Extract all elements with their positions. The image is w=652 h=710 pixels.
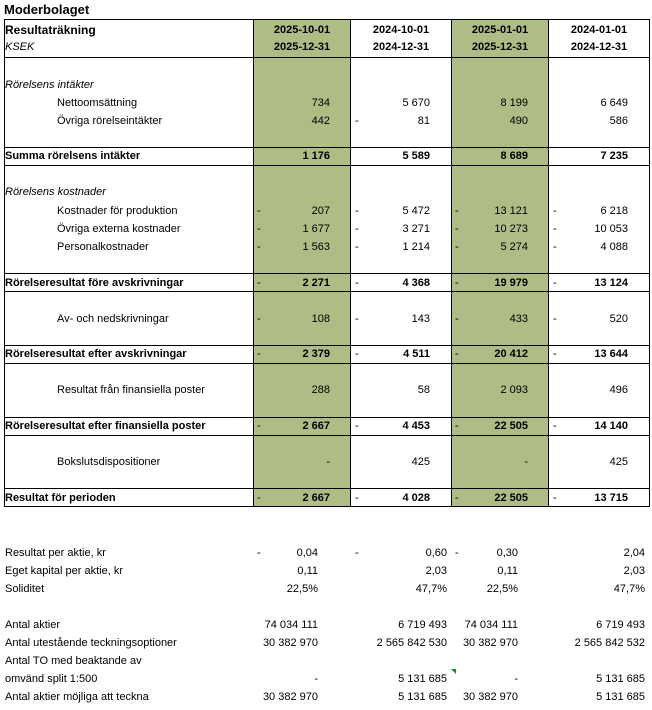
border-summa-top [4, 147, 650, 148]
cell-value: 22 505 [494, 492, 528, 504]
key-figure-value: 30 382 970 [262, 691, 318, 703]
key-figure-value: 2 565 842 530 [376, 637, 447, 649]
cell-value: 2 667 [302, 492, 330, 504]
minus-sign: - [455, 277, 459, 289]
minus-sign: - [355, 205, 359, 217]
cell-value: 425 [411, 456, 430, 468]
minus-sign: - [355, 115, 359, 127]
minus-sign: - [257, 313, 261, 325]
col-border-0 [4, 19, 5, 507]
period-4-to: 2024-12-31 [570, 41, 628, 53]
cell-value: 5 670 [402, 97, 430, 109]
minus-sign: - [355, 223, 359, 235]
minus-sign: - [455, 420, 459, 432]
minus-sign: - [355, 492, 359, 504]
cell-value: 8 199 [500, 97, 528, 109]
cell-value: 207 [311, 205, 330, 217]
section-costs-label: Rörelsens kostnader [5, 186, 106, 198]
key-figure-label: Antal utestående teckningsoptioner [5, 637, 177, 649]
minus-sign: - [455, 223, 459, 235]
cell-value: 2 271 [302, 277, 330, 289]
row-label: Övriga externa kostnader [57, 223, 181, 235]
cell-value: 2 093 [500, 384, 528, 396]
minus-sign: - [355, 348, 359, 360]
minus-sign: - [455, 547, 459, 559]
minus-sign: - [257, 223, 261, 235]
row-label: Nettoomsättning [57, 97, 138, 109]
key-figure-value: 0,60 [425, 547, 447, 559]
key-figure-value: 0,30 [496, 547, 518, 559]
minus-sign: - [553, 277, 557, 289]
header-bottom-border [4, 57, 650, 58]
minus-sign: - [455, 205, 459, 217]
cell-value: 2 667 [302, 420, 330, 432]
key-figure-value: 22,5% [486, 583, 518, 595]
cell-value: 143 [411, 313, 430, 325]
cell-value: 4 028 [402, 492, 430, 504]
cell-value: 433 [509, 313, 528, 325]
minus-sign: - [553, 348, 557, 360]
key-figure-value: 6 719 493 [596, 619, 645, 631]
minus-sign: - [455, 313, 459, 325]
cell-value: 425 [609, 456, 628, 468]
row-label: Resultat för perioden [5, 492, 116, 504]
cell-value: 10 053 [594, 223, 628, 235]
period-4-from: 2024-01-01 [570, 24, 628, 36]
row-label: Personalkostnader [57, 241, 149, 253]
cell-value: 13 124 [594, 277, 628, 289]
border-ebit-bottom [4, 363, 650, 364]
period-3-from: 2025-01-01 [471, 24, 529, 36]
minus-sign: - [257, 420, 261, 432]
cell-value: 58 [417, 384, 430, 396]
cell-value: 5 589 [402, 150, 430, 162]
key-figure-value: 47,7% [613, 583, 645, 595]
cell-value: 3 271 [402, 223, 430, 235]
key-figure-value: 0,11 [297, 565, 318, 577]
table-title: Resultaträkning [5, 23, 96, 37]
cell-value: - [326, 456, 330, 468]
cell-value: 734 [311, 97, 330, 109]
cell-value: 4 453 [402, 420, 430, 432]
cell-value: 7 235 [600, 150, 628, 162]
row-label: Resultat från finansiella poster [57, 384, 205, 396]
cell-value: 1 176 [302, 150, 330, 162]
border-ebitda-top [4, 273, 650, 274]
row-label: Övriga rörelseintäkter [57, 115, 163, 127]
key-figure-value: 0,11 [497, 565, 518, 577]
unit-label: KSEK [5, 41, 35, 53]
minus-sign: - [257, 277, 261, 289]
key-figure-value: 5 131 685 [596, 673, 645, 685]
minus-sign: - [355, 420, 359, 432]
key-figure-value: 2,03 [425, 565, 447, 577]
row-label: Av- och nedskrivningar [57, 313, 169, 325]
minus-sign: - [257, 547, 261, 559]
cell-value: 19 979 [494, 277, 528, 289]
cell-value: 1 214 [402, 241, 430, 253]
cell-value: 6 649 [600, 97, 628, 109]
minus-sign: - [553, 420, 557, 432]
key-figure-value: 2 565 842 532 [574, 637, 645, 649]
cell-value: 520 [609, 313, 628, 325]
key-figure-value: 22,5% [286, 583, 318, 595]
cell-value: 22 505 [494, 420, 528, 432]
key-figure-value: 2,03 [623, 565, 645, 577]
border-efp-bottom [4, 435, 650, 436]
cell-value: 2 379 [302, 348, 330, 360]
cell-value: 20 412 [494, 348, 528, 360]
cell-value: 108 [311, 313, 330, 325]
row-label: Rörelseresultat efter avskrivningar [5, 348, 187, 360]
period-3-to: 2025-12-31 [471, 41, 529, 53]
cell-value: 81 [417, 115, 430, 127]
minus-sign: - [355, 241, 359, 253]
minus-sign: - [553, 223, 557, 235]
minus-sign: - [355, 547, 359, 559]
row-label: Summa rörelsens intäkter [5, 150, 141, 162]
section-income-label: Rörelsens intäkter [5, 79, 94, 91]
key-figure-value: - [314, 673, 318, 685]
key-figure-label: Eget kapital per aktie, kr [5, 565, 124, 577]
cell-value: 8 689 [500, 150, 528, 162]
col-border-1 [253, 19, 254, 507]
period-1-to: 2025-12-31 [273, 41, 331, 53]
border-ebitda-bottom [4, 291, 650, 292]
minus-sign: - [257, 241, 261, 253]
border-ebit-top [4, 345, 650, 346]
cell-value: 5 472 [402, 205, 430, 217]
col-border-2 [350, 19, 351, 507]
key-figure-value: 30 382 970 [462, 691, 518, 703]
cell-value: 1 563 [302, 241, 330, 253]
cell-value: 586 [609, 115, 628, 127]
border-efp-top [4, 417, 650, 418]
minus-sign: - [553, 205, 557, 217]
key-figure-label: Antal aktier [5, 619, 61, 631]
border-result-bottom [4, 506, 650, 507]
key-figure-label: Soliditet [5, 583, 45, 595]
cell-value: 4 368 [402, 277, 430, 289]
key-figure-label: Antal TO med beaktande av [5, 655, 142, 667]
col-border-5 [649, 19, 650, 507]
key-figure-value: 30 382 970 [262, 637, 318, 649]
key-figure-value: 2,04 [623, 547, 645, 559]
border-summa-bottom [4, 165, 650, 166]
minus-sign: - [257, 205, 261, 217]
cell-value: 5 274 [500, 241, 528, 253]
minus-sign: - [553, 241, 557, 253]
key-figure-value: 6 719 493 [398, 619, 447, 631]
cell-value: 4 511 [403, 348, 430, 360]
cell-value: 288 [311, 384, 330, 396]
row-label: Rörelseresultat efter finansiella poster [5, 420, 206, 432]
key-figure-value: 47,7% [415, 583, 447, 595]
key-figure-value: - [514, 673, 518, 685]
period-1-from: 2025-10-01 [273, 24, 331, 36]
minus-sign: - [455, 492, 459, 504]
cell-value: - [524, 456, 528, 468]
comment-marker-icon [451, 669, 456, 674]
minus-sign: - [355, 313, 359, 325]
key-figure-label: Resultat per aktie, kr [5, 547, 106, 559]
minus-sign: - [553, 492, 557, 504]
period-2-from: 2024-10-01 [372, 24, 430, 36]
key-figure-label: Antal aktier möjliga att teckna [5, 691, 149, 703]
row-label: Kostnader för produktion [57, 205, 178, 217]
minus-sign: - [257, 492, 261, 504]
key-figure-value: 74 034 111 [464, 619, 518, 631]
key-figure-value: 30 382 970 [462, 637, 518, 649]
col-border-3 [451, 19, 452, 507]
cell-value: 496 [609, 384, 628, 396]
col-border-4 [548, 19, 549, 507]
cell-value: 13 121 [494, 205, 528, 217]
company-title: Moderbolaget [4, 2, 90, 17]
key-figure-value: 74 034 111 [264, 619, 318, 631]
cell-value: 490 [509, 115, 528, 127]
minus-sign: - [355, 277, 359, 289]
key-figure-value: 5 131 685 [398, 691, 447, 703]
key-figure-label: omvänd split 1:500 [5, 673, 98, 685]
minus-sign: - [257, 348, 261, 360]
border-result-top [4, 488, 650, 489]
cell-value: 442 [311, 115, 330, 127]
row-label: Bokslutsdispositioner [57, 456, 161, 468]
row-label: Rörelseresultat före avskrivningar [5, 277, 184, 289]
period-2-to: 2024-12-31 [372, 41, 430, 53]
cell-value: 13 715 [594, 492, 628, 504]
header-top-border [4, 19, 650, 20]
cell-value: 1 677 [302, 223, 330, 235]
minus-sign: - [553, 313, 557, 325]
cell-value: 10 273 [494, 223, 528, 235]
minus-sign: - [455, 348, 459, 360]
cell-value: 14 140 [594, 420, 628, 432]
cell-value: 6 218 [600, 205, 628, 217]
key-figure-value: 5 131 685 [596, 691, 645, 703]
key-figure-value: 0,04 [296, 547, 318, 559]
cell-value: 4 088 [600, 241, 628, 253]
minus-sign: - [455, 241, 459, 253]
cell-value: 13 644 [594, 348, 628, 360]
key-figure-value: 5 131 685 [398, 673, 447, 685]
